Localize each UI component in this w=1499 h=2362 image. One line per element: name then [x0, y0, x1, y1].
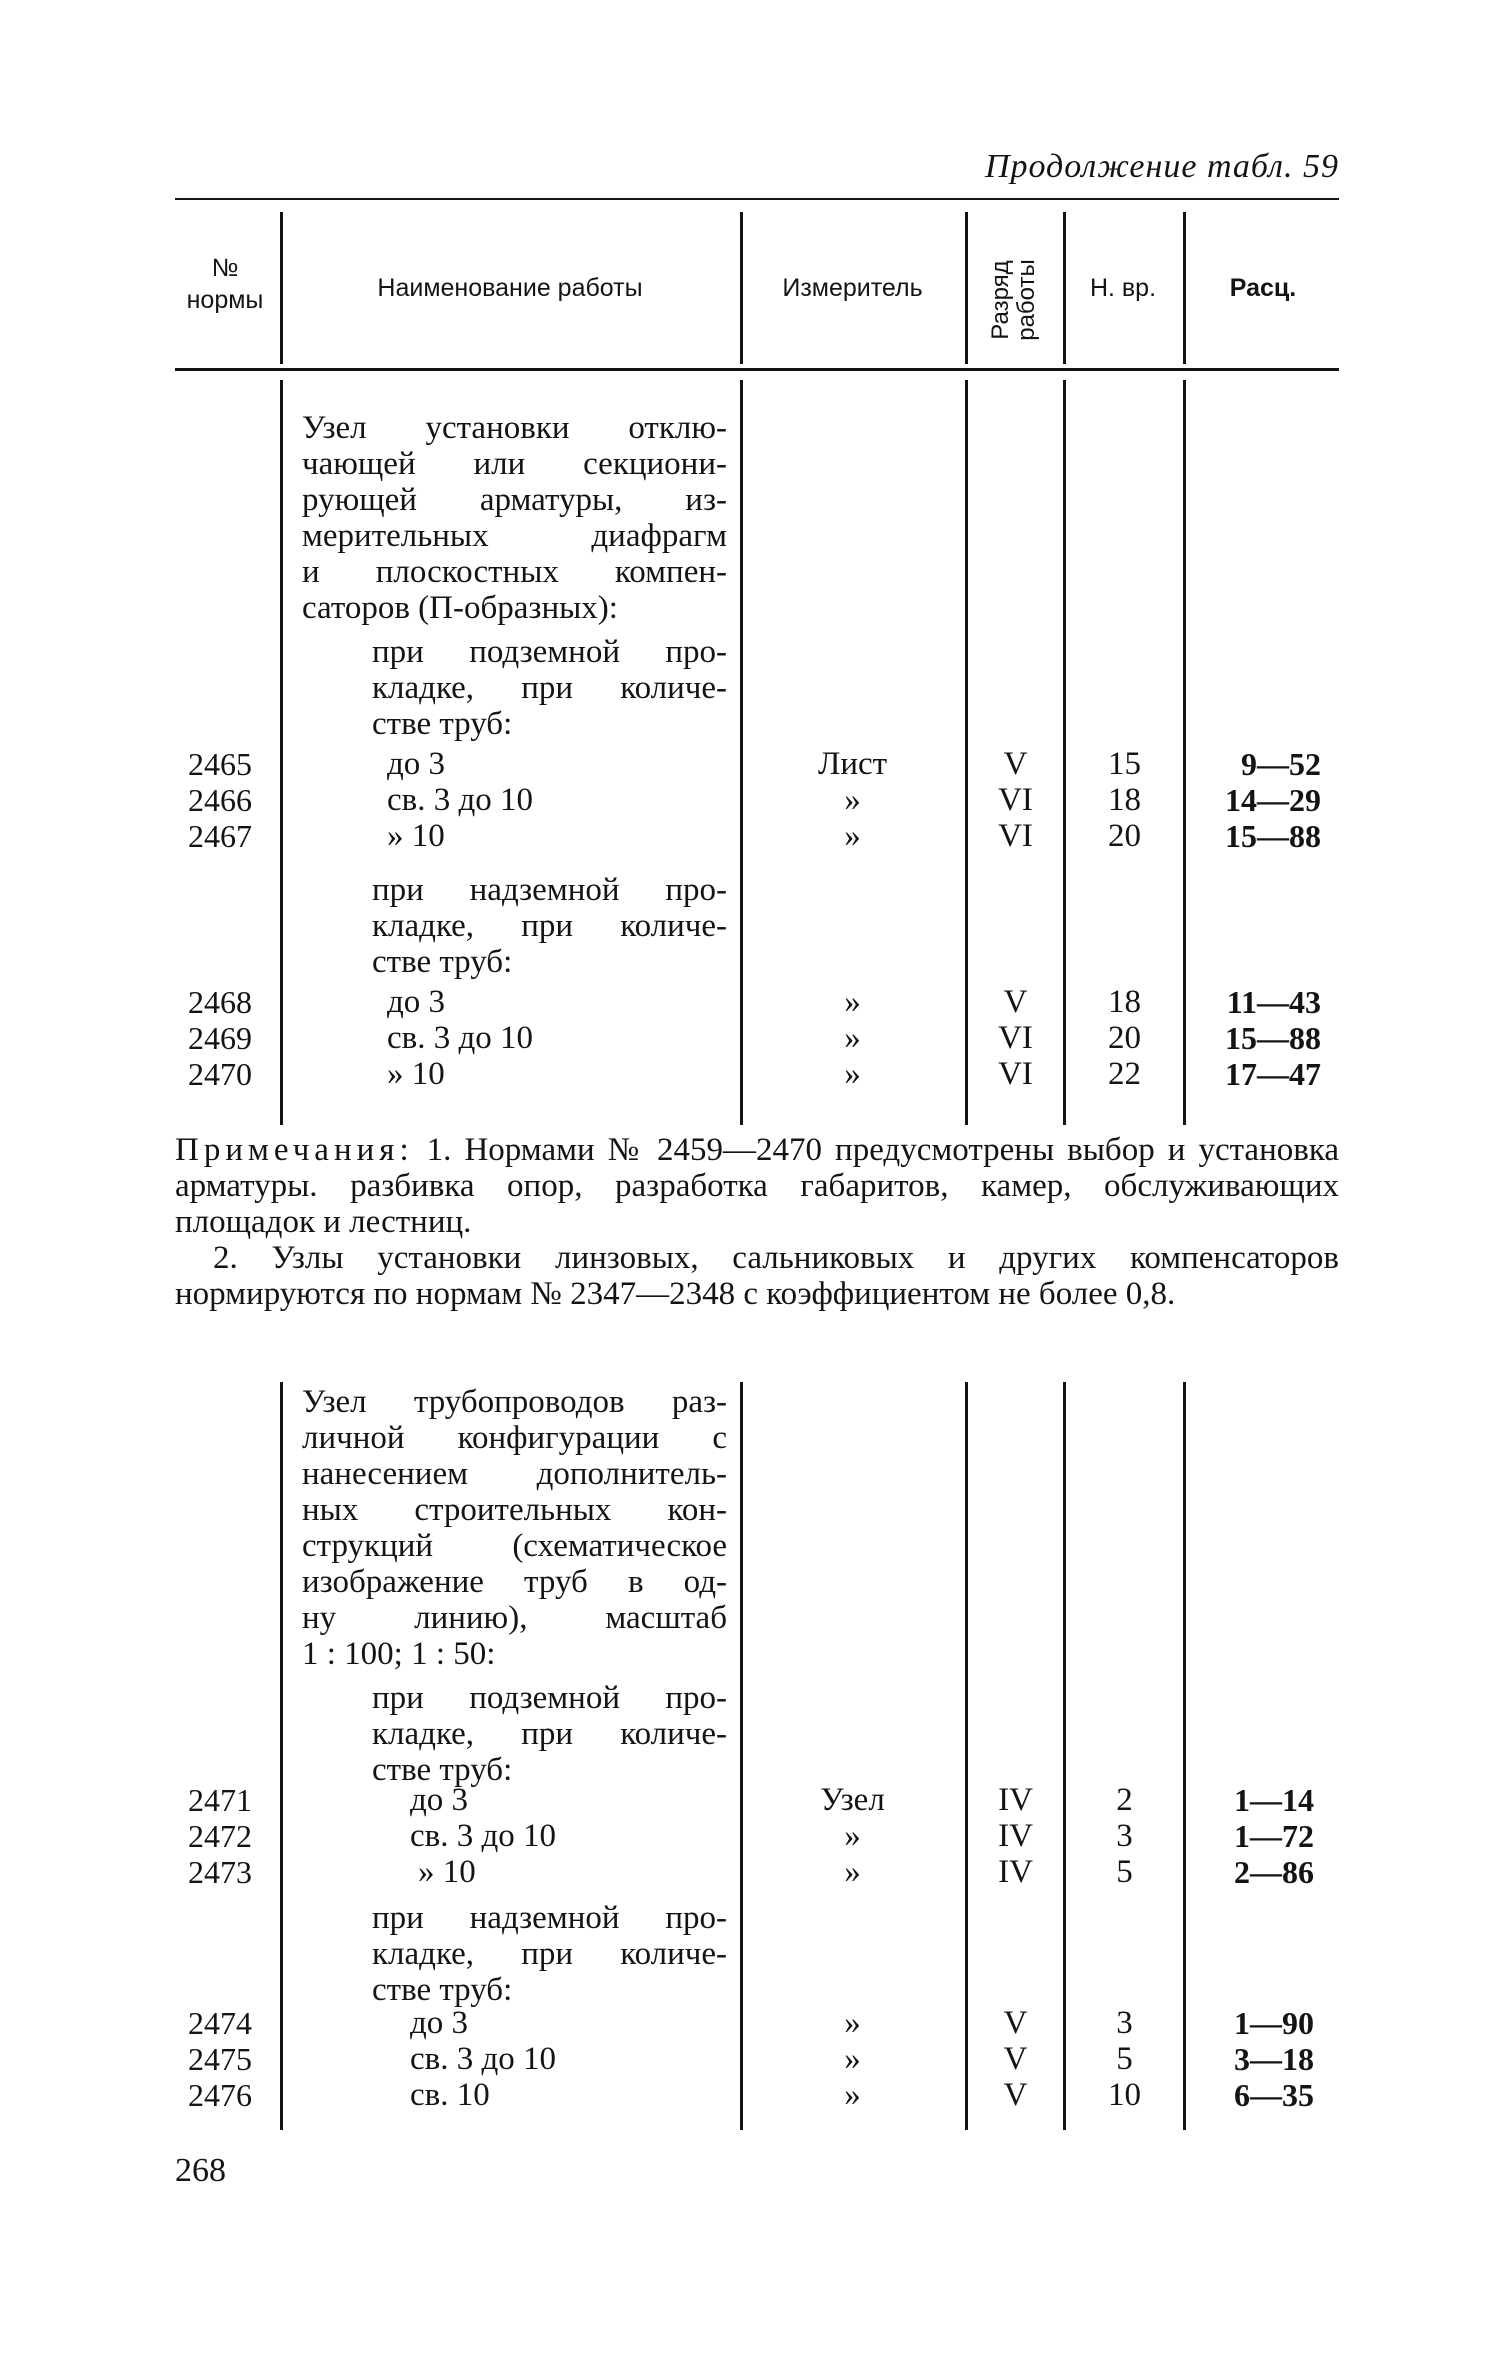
unit-cell: » [844, 818, 861, 854]
time-cell: 18 [1108, 984, 1141, 1020]
note-2-text: 2. Узлы установки линзовых, сальниковых и других компенсаторов нормируются по нормам № 2347—2348 с коэффициентом не более 0,8. [175, 1240, 1339, 1312]
section1-title-line: Узел установки отклю- [302, 410, 727, 446]
rate-cell: 17—47 [1225, 1056, 1321, 1092]
work-name: до 3 [387, 984, 446, 1020]
work-name: » 10 [418, 1854, 476, 1890]
col-divider [280, 212, 283, 364]
time-cell: 20 [1108, 818, 1141, 854]
section1-over-line: стве труб: [372, 944, 513, 980]
unit-cell: » [844, 2005, 861, 2041]
section1-under-line: кладке, при количе- [372, 670, 727, 706]
section1-over-line: кладке, при количе- [372, 908, 727, 944]
rate-cell: 3—18 [1234, 2041, 1314, 2077]
header-no: № нормы [186, 254, 264, 314]
unit-cell: » [844, 2077, 861, 2113]
grade-cell: IV [998, 1782, 1033, 1818]
header-name: Наименование работы [377, 274, 643, 302]
time-cell: 5 [1116, 2041, 1133, 2077]
grade-cell: VI [998, 782, 1033, 818]
norm-number: 2472 [188, 1818, 252, 1854]
section1-title-line: саторов (П-образных): [302, 590, 618, 626]
work-name: до 3 [387, 746, 446, 782]
work-name: » 10 [387, 1056, 445, 1092]
grade-cell: V [1003, 984, 1028, 1020]
page-number: 268 [175, 2152, 226, 2189]
section2-title-line: ных строительных кон- [302, 1492, 727, 1528]
section2-title-line: нанесением дополнитель- [302, 1456, 727, 1492]
norm-number: 2468 [188, 984, 252, 1020]
unit-cell: » [844, 2041, 861, 2077]
time-cell: 2 [1116, 1782, 1133, 1818]
col-divider [740, 380, 743, 1125]
grade-cell: IV [998, 1854, 1033, 1890]
norm-number: 2476 [188, 2077, 252, 2113]
rate-cell: 9—52 [1241, 746, 1321, 782]
header-grade: Разряд работы [987, 259, 1040, 341]
rate-cell: 1—14 [1234, 1782, 1314, 1818]
header-bottom-rule [175, 368, 1339, 371]
work-name: св. 3 до 10 [387, 782, 534, 818]
rate-cell: 6—35 [1234, 2077, 1314, 2113]
time-cell: 22 [1108, 1056, 1141, 1092]
section2-under-line: стве труб: [372, 1752, 513, 1788]
section1-title-line: и плоскостных компен- [302, 554, 727, 590]
note-1 [175, 1132, 1339, 1240]
time-cell: 18 [1108, 782, 1141, 818]
time-cell: 3 [1116, 1818, 1133, 1854]
work-name: до 3 [410, 1782, 469, 1818]
header-time: Н. вр. [1089, 274, 1157, 302]
norm-number: 2466 [188, 782, 252, 818]
unit-cell: » [844, 1818, 861, 1854]
section1-title-line: мерительных диафрагм [302, 518, 727, 554]
col-divider [280, 380, 283, 1125]
header-unit: Измеритель [782, 274, 923, 302]
rate-cell: 11—43 [1226, 984, 1321, 1020]
section2-over-line: кладке, при количе- [372, 1936, 727, 1972]
table-continuation-caption: Продолжение табл. 59 [984, 148, 1339, 185]
rate-cell: 14—29 [1225, 782, 1321, 818]
norm-number: 2469 [188, 1020, 252, 1056]
grade-cell: VI [998, 1020, 1033, 1056]
section2-under-line: при подземной про- [372, 1680, 727, 1716]
rate-cell: 2—86 [1234, 1854, 1314, 1890]
unit-cell: Узел [820, 1782, 885, 1818]
time-cell: 10 [1108, 2077, 1141, 2113]
work-name: св. 3 до 10 [387, 1020, 534, 1056]
section1-title-line: рующей арматуры, из- [302, 482, 727, 518]
grade-cell: V [1003, 2005, 1028, 2041]
grade-cell: VI [998, 1056, 1033, 1092]
time-cell: 20 [1108, 1020, 1141, 1056]
col-divider [740, 1382, 743, 2130]
grade-cell: VI [998, 818, 1033, 854]
col-divider [965, 212, 968, 364]
rate-cell: 15—88 [1225, 818, 1321, 854]
norm-number: 2474 [188, 2005, 252, 2041]
norm-number: 2470 [188, 1056, 252, 1092]
rate-cell: 15—88 [1225, 1020, 1321, 1056]
norm-number: 2473 [188, 1854, 252, 1890]
section2-title-line: Узел трубопроводов раз- [302, 1384, 727, 1420]
notes-block [175, 1132, 1339, 1312]
grade-cell: V [1003, 2041, 1028, 2077]
work-name: св. 10 [410, 2077, 490, 2113]
section2-title-line: изображение труб в од- [302, 1564, 727, 1600]
header-top-rule [175, 198, 1339, 200]
section2-title-line: струкций (схематическое [302, 1528, 727, 1564]
section2-title-line: личной конфигурации с [302, 1420, 727, 1456]
grade-cell: V [1003, 2077, 1028, 2113]
section1-over-line: при надземной про- [372, 872, 727, 908]
unit-cell: Лист [817, 746, 888, 782]
col-divider [1063, 212, 1066, 364]
section1-under-line: стве труб: [372, 706, 513, 742]
note-1-text: 1. Нормами № 2459—2470 предусмотрены выбор и установка арматуры. разбивка опор, разработка габаритов, камер, обслуживающих площадок и лестниц. [175, 1132, 1340, 1240]
time-cell: 3 [1116, 2005, 1133, 2041]
rate-cell: 1—90 [1234, 2005, 1314, 2041]
section2-title-line: ну линию), масштаб [302, 1600, 727, 1636]
unit-cell: » [844, 1056, 861, 1092]
col-divider [740, 212, 743, 364]
section2-over-line: стве труб: [372, 1972, 513, 2008]
note-2 [175, 1240, 1339, 1312]
grade-cell: V [1003, 746, 1028, 782]
unit-cell: » [844, 984, 861, 1020]
unit-cell: » [844, 1020, 861, 1056]
norm-number: 2471 [188, 1782, 252, 1818]
notes-label: Примечания: [175, 1132, 414, 1168]
work-name: до 3 [410, 2005, 469, 2041]
time-cell: 15 [1108, 746, 1141, 782]
norm-number: 2465 [188, 746, 252, 782]
unit-cell: » [844, 1854, 861, 1890]
section1-title-line: чающей или секциони- [302, 446, 727, 482]
section2-under-line: кладке, при количе- [372, 1716, 727, 1752]
norm-number: 2475 [188, 2041, 252, 2077]
work-name: св. 3 до 10 [410, 2041, 557, 2077]
grade-cell: IV [998, 1818, 1033, 1854]
unit-cell: » [844, 782, 861, 818]
work-name: » 10 [387, 818, 445, 854]
norm-number: 2467 [188, 818, 252, 854]
rate-cell: 1—72 [1234, 1818, 1314, 1854]
work-name: св. 3 до 10 [410, 1818, 557, 1854]
time-cell: 5 [1116, 1854, 1133, 1890]
section1-under-line: при подземной про- [372, 634, 727, 670]
col-divider [280, 1382, 283, 2130]
section2-title-line: 1 : 100; 1 : 50: [302, 1636, 496, 1672]
col-divider [1183, 212, 1186, 364]
section2-over-line: при надземной про- [372, 1900, 727, 1936]
header-rate: Расц. [1229, 274, 1297, 302]
